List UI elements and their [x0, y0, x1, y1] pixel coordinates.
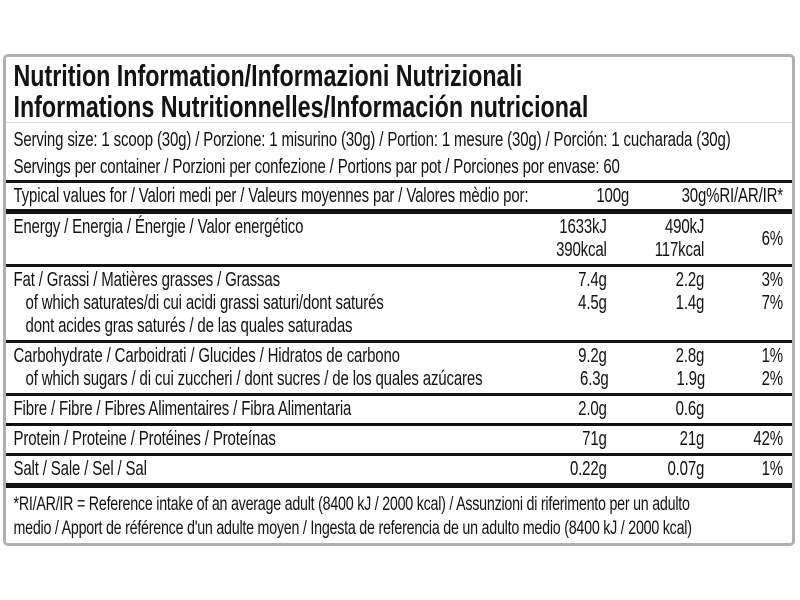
nutrient-row	[6, 428, 792, 451]
nutrient-row	[6, 368, 792, 391]
table-header-100g: 100g	[596, 184, 630, 207]
value-line: 490kJ	[664, 216, 705, 238]
value-line: 9.2g	[578, 345, 607, 367]
value-line: 1%	[761, 458, 783, 480]
nutrient-section-fibre	[6, 396, 792, 423]
value-line: 6.3g	[579, 368, 609, 390]
value-line: 117kcal	[654, 239, 705, 261]
footnote-line2: medio / Apport de référence d'un adulte moyen / Ingesta de referencia de un adulto medio (8400 kJ / 2000 kcal)	[13, 518, 692, 539]
label-title-line1: Nutrition Information/Informazioni Nutrizionali	[13, 58, 523, 93]
servings-per-container-line: Servings per container / Porzioni per confezione / Portions par pot / Porciones por envase: 60	[13, 156, 620, 178]
value-line: 42%	[753, 428, 783, 450]
value-line: 7%	[761, 292, 783, 314]
value-per-30g	[607, 216, 705, 262]
value-line: 4.5g	[578, 292, 607, 314]
value-per-100g	[479, 345, 607, 368]
label-title-line2: Informations Nutritionnelles/Información nutricional	[13, 89, 589, 124]
value-per-30g	[609, 368, 705, 391]
nutrient-section-protein	[6, 426, 792, 453]
value-line: 2.2g	[675, 269, 705, 291]
reference-intake-percent	[704, 428, 783, 451]
value-line: 21g	[679, 428, 705, 450]
label-title	[6, 57, 792, 123]
nutrient-row	[6, 269, 792, 292]
reference-intake-footnote	[6, 488, 792, 541]
value-per-30g	[607, 345, 705, 368]
nutrition-label	[3, 54, 795, 546]
nutrient-row	[6, 398, 792, 421]
value-line: 1633kJ	[559, 216, 607, 238]
nutrient-section-salt	[6, 456, 792, 483]
reference-intake-percent	[704, 269, 783, 292]
value-per-30g	[607, 269, 705, 292]
value-line: 7.4g	[578, 269, 607, 291]
table-header-ri: %RI/AR/IR*	[706, 184, 783, 207]
value-per-100g	[479, 398, 607, 421]
table-header-label: Typical values for / Valori medi per / Valeurs moyennes par / Valores mèdio por:	[13, 184, 529, 207]
footnote-line1: *RI/AR/IR = Reference intake of an average adult (8400 kJ / 2000 kcal) / Assunzioni di riferimento per un adulto	[13, 494, 690, 515]
nutrient-label: Protein / Proteine / Protéines / Proteínas	[13, 428, 276, 450]
value-line: 0.07g	[667, 458, 705, 480]
serving-size-line: Serving size: 1 scoop (30g) / Porzione: 1 misurino (30g) / Portion: 1 mesure (30g) / Porción: 1 cucharada (30g)	[13, 129, 731, 151]
nutrient-label: Carbohydrate / Carboidrati / Glucides / Hidratos de carbono	[13, 345, 400, 367]
value-line: 2.8g	[675, 345, 705, 367]
reference-intake-percent	[704, 315, 783, 338]
nutrient-label: Salt / Sale / Sel / Sal	[13, 458, 147, 480]
value-line: 0.6g	[675, 398, 705, 420]
nutrient-label: of which saturates/di cui acidi grassi saturi/dont saturés	[25, 292, 384, 314]
value-per-100g	[479, 315, 607, 338]
nutrient-row	[6, 345, 792, 368]
nutrient-row	[6, 216, 792, 262]
value-per-100g	[479, 269, 607, 292]
value-line: 1.9g	[676, 368, 706, 390]
reference-intake-percent	[704, 216, 783, 262]
value-per-30g	[607, 292, 705, 315]
nutrient-label: dont acides gras saturés / de las quales saturadas	[25, 315, 353, 337]
nutrient-label: Energy / Energia / Énergie / Valor energético	[13, 216, 304, 238]
nutrient-row	[6, 315, 792, 338]
table-header-row	[6, 183, 792, 209]
reference-intake-percent	[704, 345, 783, 368]
nutrient-row	[6, 458, 792, 481]
nutrient-label: Fibre / Fibre / Fibres Alimentaires / Fibra Alimentaria	[13, 398, 352, 420]
nutrient-label: Fat / Grassi / Matières grasses / Grassas	[13, 269, 280, 291]
value-line: 2.0g	[578, 398, 607, 420]
value-line: 390kcal	[556, 239, 607, 261]
value-line: 71g	[582, 428, 607, 450]
value-per-100g	[479, 292, 607, 315]
reference-intake-percent	[704, 458, 783, 481]
value-line: 6%	[761, 227, 783, 250]
value-per-100g	[482, 368, 608, 391]
nutrient-section-fat	[6, 267, 792, 340]
value-per-100g	[479, 216, 607, 262]
value-per-30g	[607, 458, 705, 481]
reference-intake-percent	[705, 368, 783, 391]
value-per-30g	[607, 398, 705, 421]
nutrient-table-body	[6, 214, 792, 483]
nutrient-row	[6, 292, 792, 315]
nutrient-section-carbohydrate	[6, 343, 792, 393]
value-line: 3%	[761, 269, 783, 291]
value-per-100g	[479, 428, 607, 451]
value-line: 1.4g	[675, 292, 705, 314]
value-per-100g	[479, 458, 607, 481]
reference-intake-percent	[704, 398, 783, 421]
value-per-30g	[607, 315, 705, 338]
nutrient-label: of which sugars / di cui zuccheri / dont sucres / de los quales azúcares	[25, 368, 483, 390]
value-line: 2%	[761, 368, 783, 390]
reference-intake-percent	[704, 292, 783, 315]
value-per-30g	[607, 428, 705, 451]
label-content	[6, 57, 792, 541]
table-header-30g: 30g	[681, 184, 707, 207]
nutrient-section-energy	[6, 214, 792, 264]
value-line: 0.22g	[569, 458, 607, 480]
value-line: 1%	[761, 345, 783, 367]
